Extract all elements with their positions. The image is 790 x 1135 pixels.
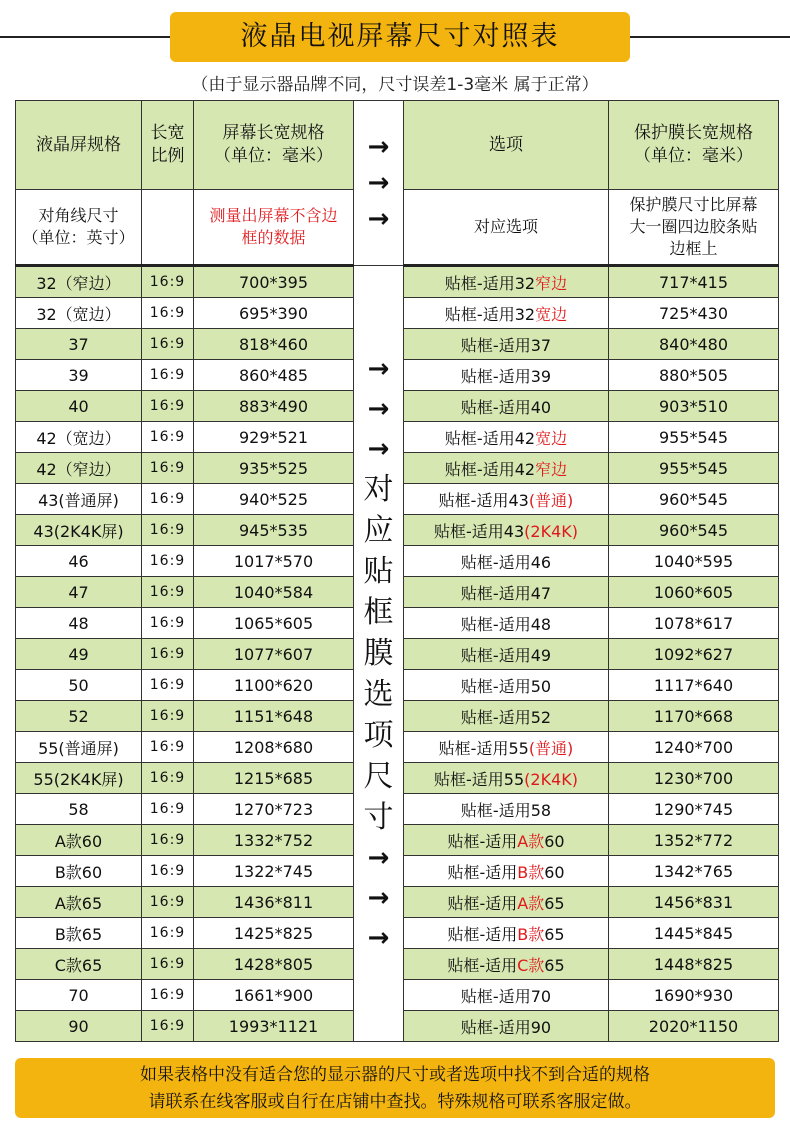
option-prefix: 贴框-适用 xyxy=(434,521,504,541)
option-cell xyxy=(404,546,609,577)
size-cell: 52 xyxy=(16,701,142,732)
option-variant: (2K4K) xyxy=(524,521,578,541)
option-cell xyxy=(404,670,609,701)
film-cell: 1170*668 xyxy=(609,701,779,732)
screen-cell: 1100*620 xyxy=(194,670,354,701)
arrow-icon: → xyxy=(367,883,390,913)
ratio-cell: 16:9 xyxy=(142,453,194,484)
ratio-cell: 16:9 xyxy=(142,856,194,887)
size-cell: 46 xyxy=(16,546,142,577)
option-variant: A款 xyxy=(517,893,545,913)
film-cell: 1092*627 xyxy=(609,639,779,670)
option-cell xyxy=(404,391,609,422)
page-title: 液晶电视屏幕尺寸对照表 xyxy=(170,12,630,62)
film-cell: 1456*831 xyxy=(609,887,779,918)
option-prefix: 贴框-适用 xyxy=(460,800,531,820)
option-cell xyxy=(404,918,609,949)
vertical-label-char: 膜 xyxy=(363,636,394,671)
option-prefix: 贴框-适用 xyxy=(447,831,518,851)
vertical-label-char: 贴 xyxy=(363,554,394,589)
option-prefix: 贴框-适用 xyxy=(460,986,531,1006)
screen-cell: 1332*752 xyxy=(194,825,354,856)
size-cell: 49 xyxy=(16,639,142,670)
arrow-icon: → xyxy=(367,132,390,162)
option-size: 55 xyxy=(503,769,525,789)
option-size: 42 xyxy=(514,459,536,479)
option-cell xyxy=(404,360,609,391)
vertical-label-char: 寸 xyxy=(363,800,394,835)
option-size: 65 xyxy=(544,955,565,975)
option-size: 39 xyxy=(530,366,552,386)
option-variant: 窄边 xyxy=(535,459,568,479)
film-cell: 955*545 xyxy=(609,453,779,484)
screen-cell: 940*525 xyxy=(194,484,354,515)
option-prefix: 贴框-适用 xyxy=(460,1017,531,1037)
ratio-cell: 16:9 xyxy=(142,887,194,918)
film-cell: 1040*595 xyxy=(609,546,779,577)
option-cell xyxy=(404,1011,609,1042)
film-cell: 960*545 xyxy=(609,515,779,546)
arrow-icon: → xyxy=(367,923,390,953)
size-cell: 32（窄边） xyxy=(16,266,142,298)
option-variant: 窄边 xyxy=(535,273,568,293)
size-cell: 47 xyxy=(16,577,142,608)
ratio-cell: 16:9 xyxy=(142,298,194,329)
film-cell: 1448*825 xyxy=(609,949,779,980)
screen-cell: 1065*605 xyxy=(194,608,354,639)
option-size: 65 xyxy=(544,893,565,913)
option-size: 43 xyxy=(503,521,525,541)
option-variant: B款 xyxy=(517,924,545,944)
option-size: 55 xyxy=(508,738,529,758)
option-prefix: 贴框-适用 xyxy=(460,335,531,355)
subheader-film: 保护膜尺寸比屏幕 大一圈四边胶条贴 边框上 xyxy=(609,190,779,266)
option-variant: B款 xyxy=(517,862,545,882)
film-cell: 725*430 xyxy=(609,298,779,329)
option-prefix: 贴框-适用 xyxy=(460,552,531,572)
size-cell: A款65 xyxy=(16,887,142,918)
size-cell: 37 xyxy=(16,329,142,360)
option-cell xyxy=(404,453,609,484)
screen-cell: 700*395 xyxy=(194,266,354,298)
size-cell: 42（宽边） xyxy=(16,422,142,453)
arrow-icon: → xyxy=(367,354,390,384)
vertical-label-char: 应 xyxy=(363,513,394,548)
screen-cell: 1436*811 xyxy=(194,887,354,918)
ratio-cell: 16:9 xyxy=(142,608,194,639)
option-variant: 宽边 xyxy=(535,428,568,448)
option-variant: (普通) xyxy=(528,738,574,758)
option-cell xyxy=(404,298,609,329)
option-size: 65 xyxy=(544,924,565,944)
ratio-cell: 16:9 xyxy=(142,391,194,422)
page-subtitle: （由于显示器品牌不同，尺寸误差1-3毫米 属于正常） xyxy=(191,75,599,95)
option-prefix: 贴框-适用 xyxy=(460,614,531,634)
screen-cell: 1661*900 xyxy=(194,980,354,1011)
size-cell: C款65 xyxy=(16,949,142,980)
header-option: 选项 xyxy=(404,101,609,190)
size-cell: 43(2K4K屏) xyxy=(16,515,142,546)
option-size: 46 xyxy=(530,552,552,572)
size-cell: A款60 xyxy=(16,825,142,856)
option-size: 42 xyxy=(514,428,536,448)
size-cell: 48 xyxy=(16,608,142,639)
option-cell xyxy=(404,887,609,918)
option-variant: (2K4K) xyxy=(524,769,578,789)
option-prefix: 贴框-适用 xyxy=(444,304,515,324)
ratio-cell: 16:9 xyxy=(142,701,194,732)
ratio-cell: 16:9 xyxy=(142,794,194,825)
film-cell: 1445*845 xyxy=(609,918,779,949)
film-cell: 2020*1150 xyxy=(609,1011,779,1042)
film-cell: 1342*765 xyxy=(609,856,779,887)
screen-cell: 883*490 xyxy=(194,391,354,422)
option-prefix: 贴框-适用 xyxy=(460,707,531,727)
header-ratio: 长宽 比例 xyxy=(142,101,194,190)
option-cell xyxy=(404,515,609,546)
subheader-screen: 测量出屏幕不含边 框的数据 xyxy=(194,190,354,266)
header-film: 保护膜长宽规格 （单位：毫米） xyxy=(609,101,779,190)
ratio-cell: 16:9 xyxy=(142,763,194,794)
film-cell: 960*545 xyxy=(609,484,779,515)
footer-note xyxy=(15,1058,775,1118)
ratio-cell: 16:9 xyxy=(142,639,194,670)
subheader-option: 对应选项 xyxy=(404,190,609,266)
screen-cell: 1017*570 xyxy=(194,546,354,577)
ratio-cell: 16:9 xyxy=(142,266,194,298)
size-cell: B款60 xyxy=(16,856,142,887)
size-cell: 90 xyxy=(16,1011,142,1042)
screen-cell: 1040*584 xyxy=(194,577,354,608)
screen-cell: 929*521 xyxy=(194,422,354,453)
ratio-cell: 16:9 xyxy=(142,980,194,1011)
option-size: 58 xyxy=(530,800,552,820)
option-prefix: 贴框-适用 xyxy=(460,366,531,386)
option-prefix: 贴框-适用 xyxy=(447,862,518,882)
ratio-cell: 16:9 xyxy=(142,515,194,546)
option-cell xyxy=(404,763,609,794)
ratio-cell: 16:9 xyxy=(142,732,194,763)
option-variant: A款 xyxy=(517,831,545,851)
header-row xyxy=(16,101,779,190)
option-size: 43 xyxy=(508,490,529,510)
option-cell xyxy=(404,794,609,825)
option-size: 90 xyxy=(530,1017,552,1037)
table-row xyxy=(16,266,779,298)
arrow-icon: → xyxy=(367,434,390,464)
film-cell: 1352*772 xyxy=(609,825,779,856)
option-cell xyxy=(404,825,609,856)
option-cell xyxy=(404,577,609,608)
ratio-cell: 16:9 xyxy=(142,825,194,856)
option-cell xyxy=(404,980,609,1011)
option-cell xyxy=(404,732,609,763)
screen-cell: 1208*680 xyxy=(194,732,354,763)
option-prefix: 贴框-适用 xyxy=(460,397,531,417)
screen-cell: 860*485 xyxy=(194,360,354,391)
footer-line-1: 如果表格中没有适合您的显示器的尺寸或者选项中找不到合适的规格 xyxy=(140,1065,650,1085)
film-cell: 840*480 xyxy=(609,329,779,360)
vertical-label-char: 项 xyxy=(363,718,394,753)
option-cell xyxy=(404,484,609,515)
option-size: 32 xyxy=(514,304,536,324)
option-prefix: 贴框-适用 xyxy=(460,676,531,696)
screen-cell: 1428*805 xyxy=(194,949,354,980)
size-cell: 70 xyxy=(16,980,142,1011)
option-prefix: 贴框-适用 xyxy=(460,583,531,603)
option-prefix: 贴框-适用 xyxy=(434,769,504,789)
header-arrows xyxy=(354,101,404,266)
ratio-cell: 16:9 xyxy=(142,1011,194,1042)
option-size: 60 xyxy=(544,862,565,882)
film-cell: 903*510 xyxy=(609,391,779,422)
film-cell: 1060*605 xyxy=(609,577,779,608)
option-variant: (普通) xyxy=(528,490,574,510)
arrow-icon: → xyxy=(367,843,390,873)
vertical-label-char: 框 xyxy=(363,595,394,630)
screen-cell: 695*390 xyxy=(194,298,354,329)
size-cell: 50 xyxy=(16,670,142,701)
option-prefix: 贴框-适用 xyxy=(447,955,518,975)
size-table xyxy=(15,100,779,1042)
option-size: 37 xyxy=(530,335,552,355)
option-size: 70 xyxy=(530,986,552,1006)
option-cell xyxy=(404,422,609,453)
option-cell xyxy=(404,949,609,980)
ratio-cell: 16:9 xyxy=(142,484,194,515)
film-cell: 717*415 xyxy=(609,266,779,298)
size-cell: 58 xyxy=(16,794,142,825)
screen-cell: 1993*1121 xyxy=(194,1011,354,1042)
film-cell: 1240*700 xyxy=(609,732,779,763)
option-prefix: 贴框-适用 xyxy=(438,738,509,758)
film-cell: 880*505 xyxy=(609,360,779,391)
option-size: 48 xyxy=(530,614,552,634)
option-prefix: 贴框-适用 xyxy=(444,273,515,293)
screen-cell: 1077*607 xyxy=(194,639,354,670)
film-cell: 1290*745 xyxy=(609,794,779,825)
screen-cell: 945*535 xyxy=(194,515,354,546)
arrow-icon: → xyxy=(367,168,390,198)
screen-cell: 1215*685 xyxy=(194,763,354,794)
ratio-cell: 16:9 xyxy=(142,670,194,701)
size-cell: 39 xyxy=(16,360,142,391)
size-cell: B款65 xyxy=(16,918,142,949)
option-size: 60 xyxy=(544,831,565,851)
screen-cell: 818*460 xyxy=(194,329,354,360)
film-cell: 955*545 xyxy=(609,422,779,453)
ratio-cell: 16:9 xyxy=(142,329,194,360)
option-cell xyxy=(404,856,609,887)
option-size: 52 xyxy=(530,707,552,727)
option-cell xyxy=(404,701,609,732)
vertical-label-char: 尺 xyxy=(363,759,394,794)
header-screen: 屏幕长宽规格 （单位：毫米） xyxy=(194,101,354,190)
ratio-cell: 16:9 xyxy=(142,422,194,453)
option-variant: C款 xyxy=(517,955,545,975)
size-cell: 43(普通屏) xyxy=(16,484,142,515)
size-cell: 32（宽边） xyxy=(16,298,142,329)
size-cell: 42（窄边） xyxy=(16,453,142,484)
size-cell: 55(普通屏) xyxy=(16,732,142,763)
subheader-ratio xyxy=(142,190,194,266)
ratio-cell: 16:9 xyxy=(142,918,194,949)
screen-cell: 1425*825 xyxy=(194,918,354,949)
footer-line-2: 请联系在线客服或自行在店铺中查找。特殊规格可联系客服定做。 xyxy=(148,1092,642,1112)
film-cell: 1117*640 xyxy=(609,670,779,701)
screen-cell: 935*525 xyxy=(194,453,354,484)
ratio-cell: 16:9 xyxy=(142,360,194,391)
screen-cell: 1151*648 xyxy=(194,701,354,732)
option-size: 47 xyxy=(530,583,552,603)
screen-cell: 1270*723 xyxy=(194,794,354,825)
option-size: 49 xyxy=(530,645,552,665)
option-prefix: 贴框-适用 xyxy=(438,490,509,510)
option-size: 32 xyxy=(514,273,536,293)
option-cell xyxy=(404,639,609,670)
arrow-icon: → xyxy=(367,204,390,234)
film-cell: 1690*930 xyxy=(609,980,779,1011)
arrow-icon: → xyxy=(367,394,390,424)
option-size: 50 xyxy=(530,676,552,696)
subheader-size: 对角线尺寸 （单位：英寸） xyxy=(16,190,142,266)
size-cell: 55(2K4K屏) xyxy=(16,763,142,794)
ratio-cell: 16:9 xyxy=(142,577,194,608)
option-prefix: 贴框-适用 xyxy=(444,459,515,479)
option-cell xyxy=(404,608,609,639)
option-prefix: 贴框-适用 xyxy=(447,893,518,913)
option-prefix: 贴框-适用 xyxy=(444,428,515,448)
arrow-column xyxy=(354,266,404,1042)
vertical-label-char: 对 xyxy=(363,472,394,507)
vertical-label-char: 选 xyxy=(363,677,394,712)
option-size: 40 xyxy=(530,397,552,417)
option-cell xyxy=(404,266,609,298)
option-prefix: 贴框-适用 xyxy=(460,645,531,665)
ratio-cell: 16:9 xyxy=(142,949,194,980)
size-cell: 40 xyxy=(16,391,142,422)
film-cell: 1078*617 xyxy=(609,608,779,639)
ratio-cell: 16:9 xyxy=(142,546,194,577)
header-size: 液晶屏规格 xyxy=(16,101,142,190)
option-prefix: 贴框-适用 xyxy=(447,924,518,944)
option-variant: 宽边 xyxy=(535,304,568,324)
option-cell xyxy=(404,329,609,360)
screen-cell: 1322*745 xyxy=(194,856,354,887)
film-cell: 1230*700 xyxy=(609,763,779,794)
